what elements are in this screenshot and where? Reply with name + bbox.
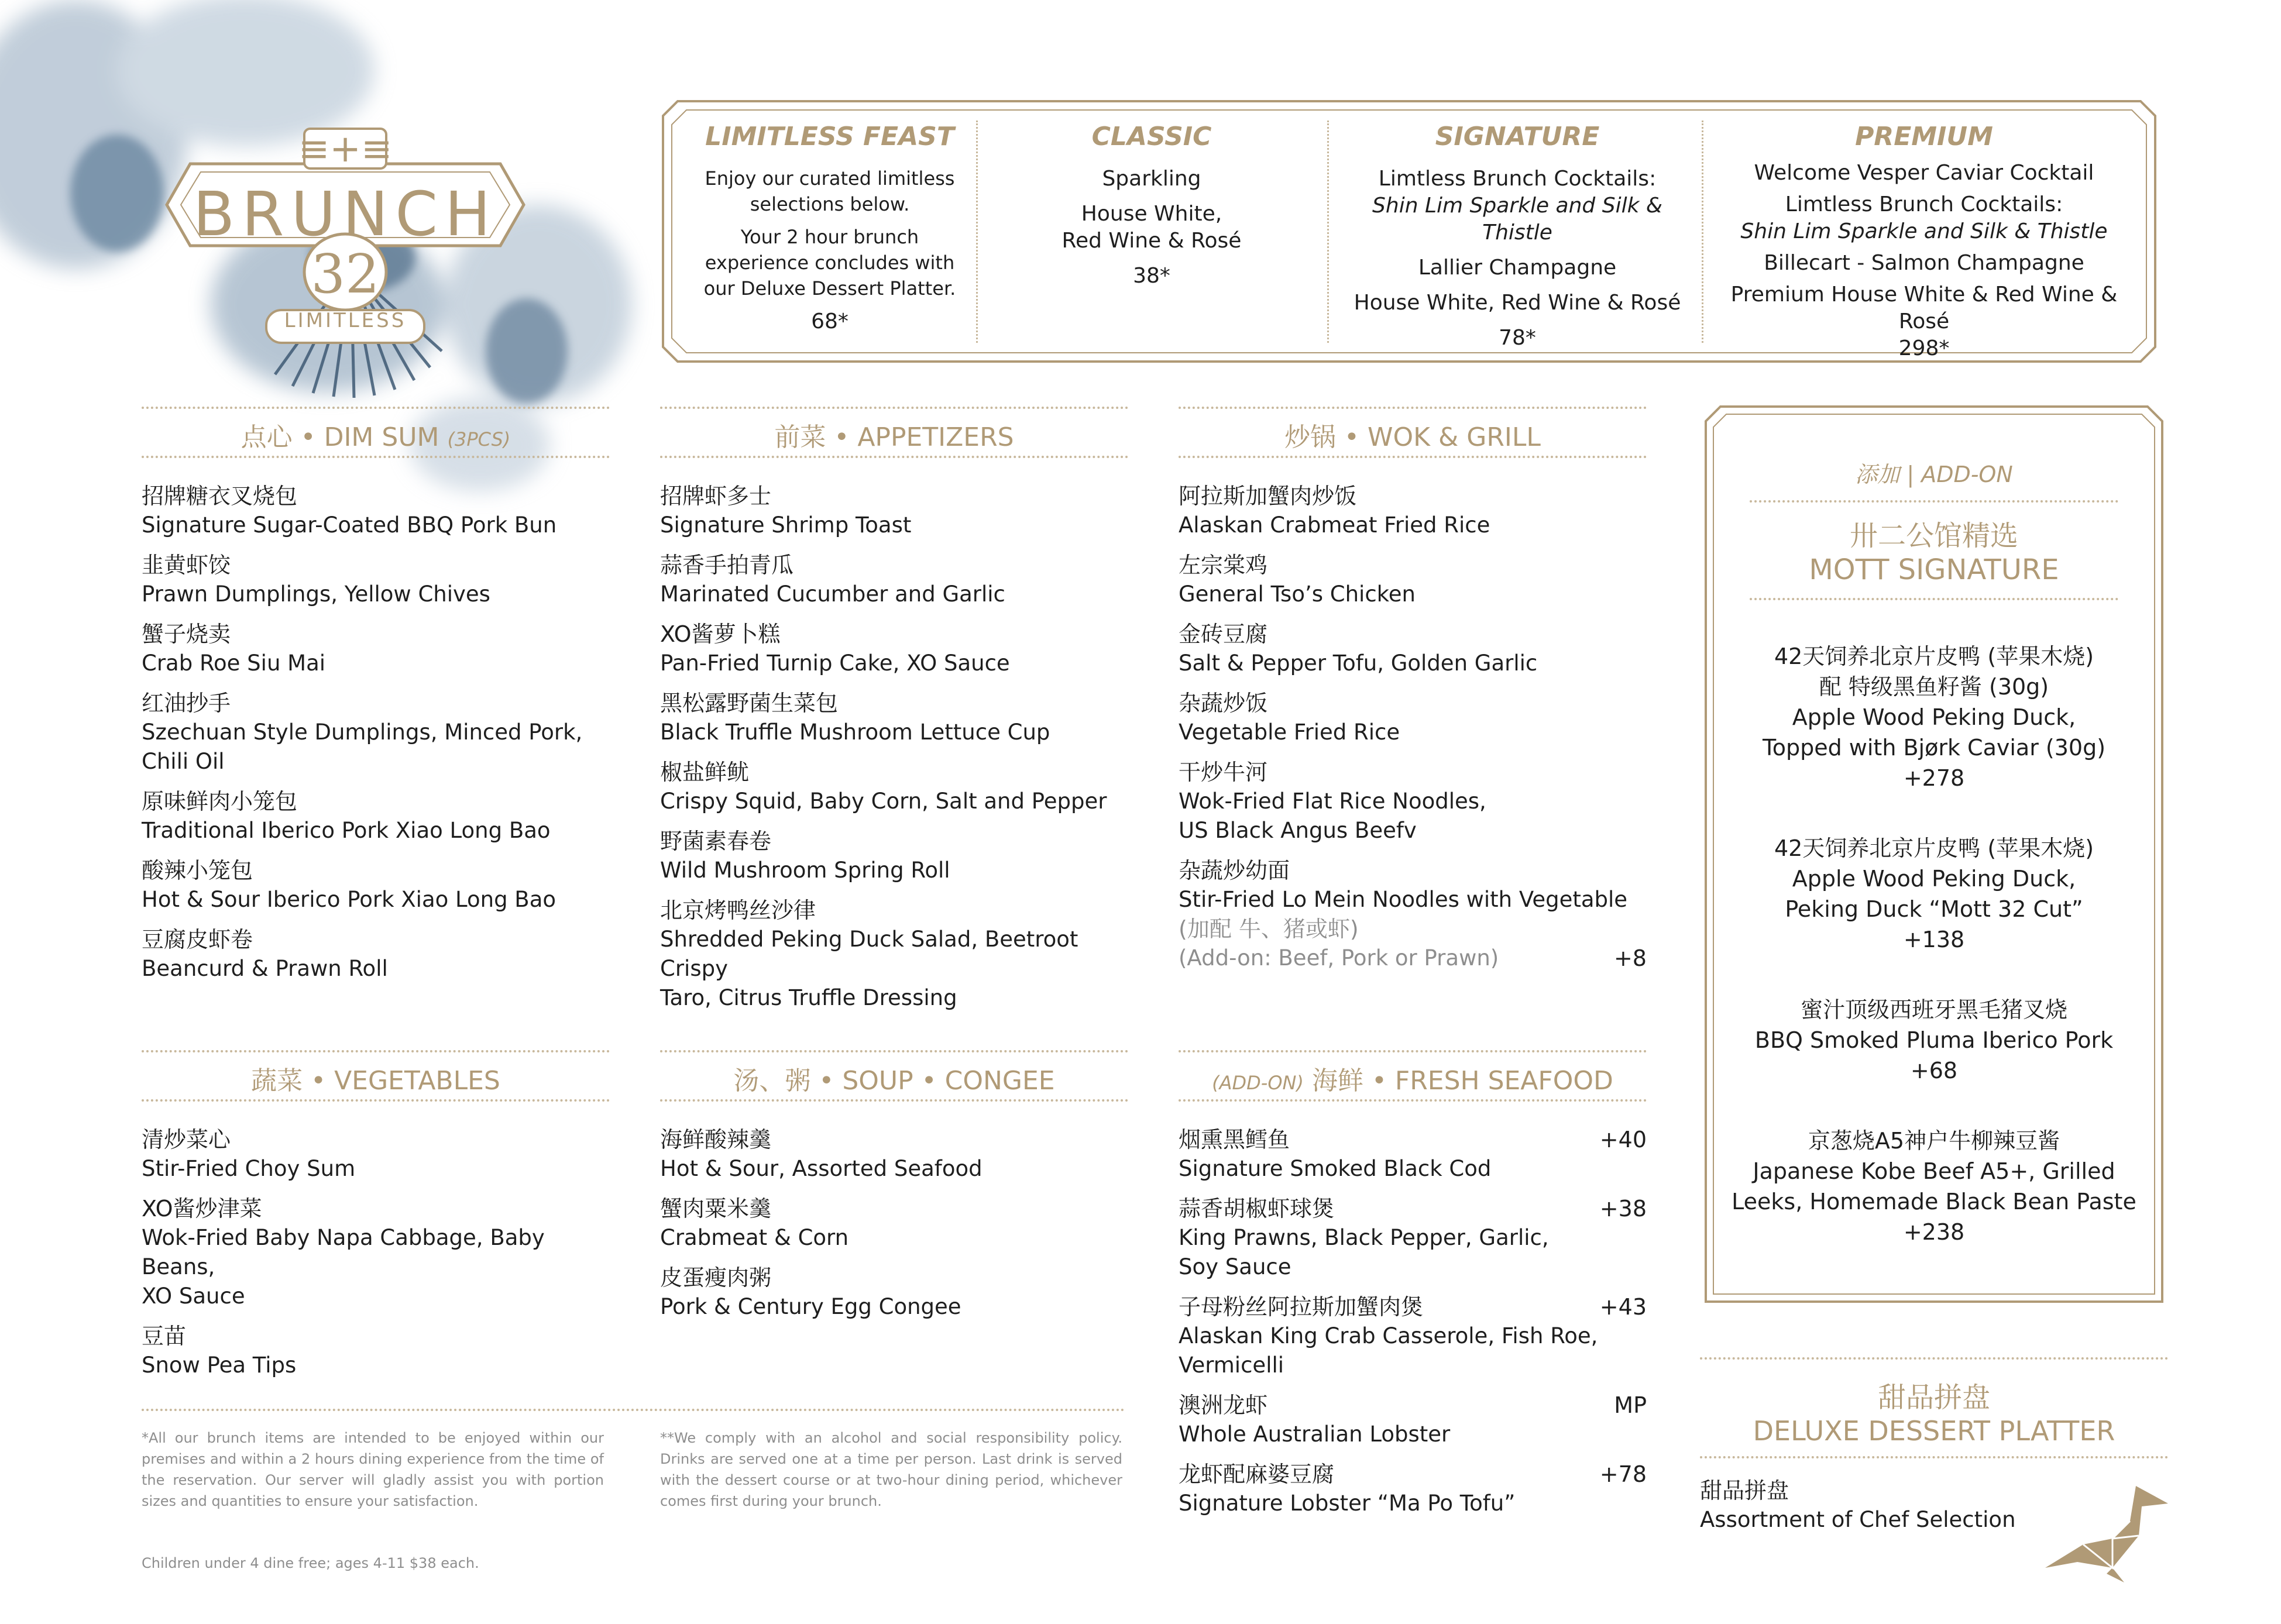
item-zh: 豆苗 <box>142 1323 187 1349</box>
package-title: SIGNATURE <box>1435 122 1600 152</box>
package-line: Sparkling <box>1102 167 1201 191</box>
menu-item <box>142 620 610 678</box>
addon-price: +68 <box>1910 1058 1958 1083</box>
section-title: 蔬菜 • VEGETABLES <box>251 1066 500 1096</box>
addon-line: 42天饲养北京片皮鸭 (苹果木烧) <box>1774 835 2094 861</box>
item-zh: 韭黄虾饺 <box>142 552 231 578</box>
title-en: VEGETABLES <box>334 1066 500 1096</box>
item-zh: 烟熏黑鳕鱼 <box>1179 1127 1290 1152</box>
item-zh: 杂蔬炒幼面 <box>1179 858 1290 883</box>
logo-mark: ≡+≡ <box>298 128 393 171</box>
section-title: (ADD-ON) 海鲜 • FRESH SEAFOOD <box>1212 1066 1613 1096</box>
section-header <box>1700 1357 2168 1458</box>
title-en: DIM SUM <box>324 422 439 452</box>
logo-sub: LIMITLESS <box>284 309 407 332</box>
package-line: Limtless Brunch Cocktails: <box>1378 167 1657 191</box>
menu-item <box>660 1263 1128 1322</box>
brunch-packages <box>660 98 2158 364</box>
menu-item <box>142 856 610 914</box>
item-en: Beancurd & Prawn Roll <box>142 956 388 981</box>
addon-title-zh: 卅二公馆精选 <box>1849 519 2018 552</box>
item-en: Assortment of Chef Selection <box>1700 1507 2016 1532</box>
logo-number: 32 <box>311 243 380 305</box>
item-zh: 蒜香手拍青瓜 <box>660 552 794 578</box>
dessert-title-zh: 甜品拼盘 <box>1877 1381 1990 1414</box>
item-en: Hot & Sour Iberico Pork Xiao Long Bao <box>142 887 556 912</box>
item-en: Snow Pea Tips <box>142 1353 297 1378</box>
package-price: 68* <box>811 309 848 333</box>
item-en: Signature Shrimp Toast <box>660 512 912 538</box>
addon-line: 配 特级黑鱼籽酱 (30g) <box>1819 674 2049 700</box>
menu-item <box>660 689 1128 747</box>
item-en: US Black Angus Beefv <box>1179 818 1417 843</box>
item-price: +38 <box>1599 1196 1647 1222</box>
title-note: (3PCS) <box>447 428 511 450</box>
item-zh: 皮蛋瘦肉粥 <box>660 1265 772 1291</box>
menu-item <box>142 481 610 540</box>
addon-price: +278 <box>1903 765 1965 791</box>
menu-item <box>1179 758 1647 845</box>
section-dim-sum <box>142 407 610 994</box>
menu-item <box>660 827 1128 885</box>
package-line: Your 2 hour brunch experience concludes with our Deluxe Dessert Platter. <box>703 226 956 300</box>
addon-line: Leeks, Homemade Black Bean Paste <box>1732 1189 2136 1214</box>
title-en: WOK & GRILL <box>1367 422 1541 452</box>
package-line: Enjoy our curated limitless selections below. <box>705 167 955 215</box>
menu-item <box>142 925 610 983</box>
item-en: Vermicelli <box>1179 1353 1284 1378</box>
menu-item <box>1179 1292 1647 1380</box>
menu-item <box>660 620 1128 678</box>
item-en: King Prawns, Black Pepper, Garlic, <box>1179 1225 1549 1250</box>
item-en: Salt & Pepper Tofu, Golden Garlic <box>1179 651 1538 676</box>
addon-mott-signature <box>1703 404 2165 1305</box>
item-en: Alaskan Crabmeat Fried Rice <box>1179 512 1490 538</box>
item-zh: 龙虾配麻婆豆腐 <box>1179 1461 1335 1487</box>
item-en: Crab Roe Siu Mai <box>142 651 326 676</box>
title-zh: 点心 <box>241 422 293 452</box>
item-en: XO Sauce <box>142 1284 245 1309</box>
item-en: Wok-Fried Flat Rice Noodles, <box>1179 789 1486 814</box>
menu-item <box>1179 1460 1647 1518</box>
package-line: Premium House White & Red Wine & Rosé <box>1730 283 2118 333</box>
item-zh: 酸辣小笼包 <box>142 858 253 883</box>
item-zh: 红油抄手 <box>142 690 231 716</box>
package-line: Red Wine & Rosé <box>1062 229 1242 253</box>
menu-item <box>142 1125 610 1183</box>
item-zh: 蟹子烧卖 <box>142 621 231 647</box>
package-title: LIMITLESS FEAST <box>705 122 954 152</box>
addon-label-zh: 添加 <box>1855 462 1900 487</box>
package-classic <box>999 122 1304 298</box>
menu-item <box>660 1194 1128 1253</box>
title-en: SOUP <box>842 1066 913 1096</box>
addon-line: Topped with Bjørk Caviar (30g) <box>1762 735 2106 761</box>
item-zh: 左宗棠鸡 <box>1179 552 1268 578</box>
title-en: APPETIZERS <box>857 422 1014 452</box>
pkg-divider <box>1327 121 1329 343</box>
addon-item <box>1703 995 2165 1086</box>
menu-item <box>660 1125 1128 1183</box>
addon-line: Apple Wood Peking Duck, <box>1792 704 2076 730</box>
package-price: 78* <box>1499 326 1536 350</box>
package-limitless-feast <box>695 122 964 343</box>
item-en: Signature Sugar-Coated BBQ Pork Bun <box>142 512 557 538</box>
menu-item <box>1179 481 1647 540</box>
addon-price: +238 <box>1903 1219 1965 1245</box>
menu-item <box>660 896 1128 1013</box>
footnote-children: Children under 4 dine free; ages 4-11 $38 each. <box>142 1555 479 1571</box>
item-zh: 招牌虾多士 <box>660 483 772 509</box>
menu-item <box>1179 550 1647 609</box>
menu-item <box>660 550 1128 609</box>
item-price: +78 <box>1599 1461 1647 1487</box>
origami-bird-icon <box>2042 1480 2171 1585</box>
item-en: Black Truffle Mushroom Lettuce Cup <box>660 720 1050 745</box>
package-price: 298* <box>1898 336 1950 360</box>
item-en: Marinated Cucumber and Garlic <box>660 582 1005 607</box>
addon-line: BBQ Smoked Pluma Iberico Pork <box>1754 1027 2114 1053</box>
item-price: +40 <box>1599 1127 1647 1152</box>
package-title: PREMIUM <box>1855 122 1993 152</box>
addon-line: 京葱烧A5神户牛柳辣豆酱 <box>1808 1128 2060 1154</box>
package-line: Limtless Brunch Cocktails: <box>1785 192 2063 216</box>
item-en: Stir-Fried Lo Mein Noodles with Vegetable <box>1179 887 1628 912</box>
addon-item <box>1703 1126 2165 1247</box>
title-zh: 炒锅 <box>1284 422 1337 452</box>
title-en: CONGEE <box>944 1066 1055 1096</box>
menu-item <box>1179 1194 1647 1282</box>
item-zh: 甜品拼盘 <box>1700 1478 1789 1503</box>
package-line: Welcome Vesper Caviar Cocktail <box>1754 161 2094 185</box>
section-header <box>142 407 610 458</box>
menu-item <box>1179 620 1647 678</box>
menu-item <box>1179 1391 1647 1449</box>
item-zh: 海鲜酸辣羹 <box>660 1127 772 1152</box>
brunch-logo <box>155 123 535 357</box>
addon-item <box>1703 833 2165 955</box>
menu-item <box>142 550 610 609</box>
item-zh: 澳洲龙虾 <box>1179 1392 1268 1418</box>
title-note: (ADD-ON) <box>1212 1072 1304 1094</box>
pkg-divider <box>976 121 978 343</box>
item-en: Vegetable Fried Rice <box>1179 720 1400 745</box>
item-addon-zh: (加配 牛、猪或虾) <box>1179 916 1359 942</box>
addon-item <box>1703 641 2165 793</box>
item-zh: 金砖豆腐 <box>1179 621 1268 647</box>
item-zh: XO酱萝卜糕 <box>660 621 781 647</box>
title-zh: 前菜 <box>774 422 826 452</box>
item-price: +8 <box>1613 945 1647 971</box>
item-en: Taro, Citrus Truffle Dressing <box>660 985 957 1010</box>
addon-line: Peking Duck “Mott 32 Cut” <box>1785 896 2083 922</box>
package-title: CLASSIC <box>1091 122 1212 152</box>
item-en: Chili Oil <box>142 749 225 774</box>
item-en: Pork & Century Egg Congee <box>660 1294 961 1319</box>
title-en: FRESH SEAFOOD <box>1394 1066 1613 1096</box>
addon-line: 蜜汁顶级西班牙黑毛猪叉烧 <box>1800 997 2067 1023</box>
item-en: Signature Lobster “Ma Po Tofu” <box>1179 1491 1516 1516</box>
addon-label: 添加 | ADD-ON <box>1750 456 2118 503</box>
section-header <box>1179 407 1647 458</box>
package-line: Billecart - Salmon Champagne <box>1764 251 2084 275</box>
item-zh: 黑松露野菌生菜包 <box>660 690 839 716</box>
item-zh: 蟹肉粟米羹 <box>660 1196 772 1222</box>
package-premium <box>1713 122 2135 370</box>
item-zh: 豆腐皮虾卷 <box>142 927 253 952</box>
menu-item <box>142 689 610 776</box>
item-addon-en: (Add-on: Beef, Pork or Prawn) <box>1179 945 1499 971</box>
package-line: Shin Lim Sparkle and Silk & Thistle <box>1740 219 2108 243</box>
menu-item <box>660 481 1128 540</box>
section-header <box>1179 1050 1647 1102</box>
menu-item <box>1179 689 1647 747</box>
section-wok-grill <box>1179 407 1647 983</box>
addon-price: +138 <box>1903 927 1965 952</box>
item-en: Szechuan Style Dumplings, Minced Pork, <box>142 720 583 745</box>
footnote-divider <box>142 1409 1125 1411</box>
logo-word: BRUNCH <box>193 178 498 250</box>
menu-item <box>142 1194 610 1311</box>
package-signature <box>1345 122 1690 360</box>
item-zh: 清炒菜心 <box>142 1127 231 1152</box>
section-appetizers <box>660 407 1128 1023</box>
section-title: 汤、粥 • SOUP • CONGEE <box>733 1066 1055 1096</box>
item-en: Alaskan King Crab Casserole, Fish Roe, <box>1179 1323 1598 1348</box>
section-header <box>142 1050 610 1102</box>
item-en: Shredded Peking Duck Salad, Beetroot Crispy <box>660 927 1078 981</box>
item-en: Wild Mushroom Spring Roll <box>660 858 950 883</box>
item-en: Soy Sauce <box>1179 1254 1291 1279</box>
addon-label-en: ADD-ON <box>1921 462 2013 487</box>
package-price: 38* <box>1133 264 1170 288</box>
addon-line: 42天饲养北京片皮鸭 (苹果木烧) <box>1774 644 2094 669</box>
package-line: Lallier Champagne <box>1418 256 1617 280</box>
menu-item <box>1179 1125 1647 1183</box>
dessert-title-en: DELUXE DESSERT PLATTER <box>1753 1415 2115 1447</box>
item-price: +43 <box>1599 1294 1647 1320</box>
item-zh: 椒盐鲜鱿 <box>660 759 750 785</box>
menu-item <box>142 1322 610 1380</box>
item-zh: 野菌素春卷 <box>660 828 772 854</box>
package-line: Shin Lim Sparkle and Silk & Thistle <box>1372 194 1662 245</box>
section-title: 前菜 • APPETIZERS <box>774 422 1014 452</box>
item-zh: 招牌糖衣叉烧包 <box>142 483 298 509</box>
item-zh: 杂蔬炒饭 <box>1179 690 1268 716</box>
title-zh: 汤、粥 <box>733 1066 811 1096</box>
item-en: Stir-Fried Choy Sum <box>142 1156 356 1181</box>
item-en: Whole Australian Lobster <box>1179 1422 1451 1447</box>
menu-item <box>142 787 610 845</box>
item-en: Crispy Squid, Baby Corn, Salt and Pepper <box>660 789 1107 814</box>
section-header <box>660 1050 1128 1102</box>
item-en: Signature Smoked Black Cod <box>1179 1156 1492 1181</box>
addon-line: Apple Wood Peking Duck, <box>1792 866 2076 892</box>
item-zh: 阿拉斯加蟹肉炒饭 <box>1179 483 1357 509</box>
item-price: MP <box>1614 1392 1647 1418</box>
item-zh: 北京烤鸭丝沙律 <box>660 897 816 923</box>
footnote-alcohol-policy: **We comply with an alcohol and social responsibility policy. Drinks are served one at a time per person. Last drink is served with the dessert course or at two-hour dining period, whichever comes first during your brunch. <box>660 1430 1122 1509</box>
menu-item <box>660 758 1128 816</box>
section-title: 点心 • DIM SUM (3PCS) <box>241 422 511 452</box>
item-en: Crabmeat & Corn <box>660 1225 849 1250</box>
title-zh: 海鲜 <box>1311 1066 1363 1096</box>
item-en: Pan-Fried Turnip Cake, XO Sauce <box>660 651 1010 676</box>
section-soup-congee <box>660 1050 1128 1332</box>
item-en: Traditional Iberico Pork Xiao Long Bao <box>142 818 551 843</box>
package-line: House White, <box>1081 202 1222 226</box>
item-en: Hot & Sour, Assorted Seafood <box>660 1156 983 1181</box>
menu-item <box>1179 856 1647 973</box>
pkg-divider <box>1702 121 1703 343</box>
item-zh: 原味鲜肉小笼包 <box>142 789 298 814</box>
item-zh: 干炒牛河 <box>1179 759 1268 785</box>
section-vegetables <box>142 1050 610 1391</box>
item-en: Wok-Fried Baby Napa Cabbage, Baby Beans, <box>142 1225 545 1279</box>
section-header <box>660 407 1128 458</box>
addon-line: Japanese Kobe Beef A5+, Grilled <box>1753 1158 2115 1184</box>
package-line: House White, Red Wine & Rosé <box>1354 291 1681 315</box>
item-en: General Tso’s Chicken <box>1179 582 1416 607</box>
item-zh: XO酱炒津菜 <box>142 1196 262 1222</box>
item-zh: 蒜香胡椒虾球煲 <box>1179 1196 1335 1222</box>
section-fresh-seafood <box>1179 1050 1647 1529</box>
item-zh: 子母粉丝阿拉斯加蟹肉煲 <box>1179 1294 1424 1320</box>
title-zh: 蔬菜 <box>251 1066 303 1096</box>
section-title: 炒锅 • WOK & GRILL <box>1284 422 1541 452</box>
addon-title-en: MOTT SIGNATURE <box>1750 553 2118 600</box>
footnote-reservation: *All our brunch items are intended to be enjoyed within our premises and within a 2 hours dining experience from the time of the reservation. Our server will gladly assist you with portion sizes and quantities to ensure your satisfaction. <box>142 1430 604 1509</box>
item-en: Prawn Dumplings, Yellow Chives <box>142 582 490 607</box>
